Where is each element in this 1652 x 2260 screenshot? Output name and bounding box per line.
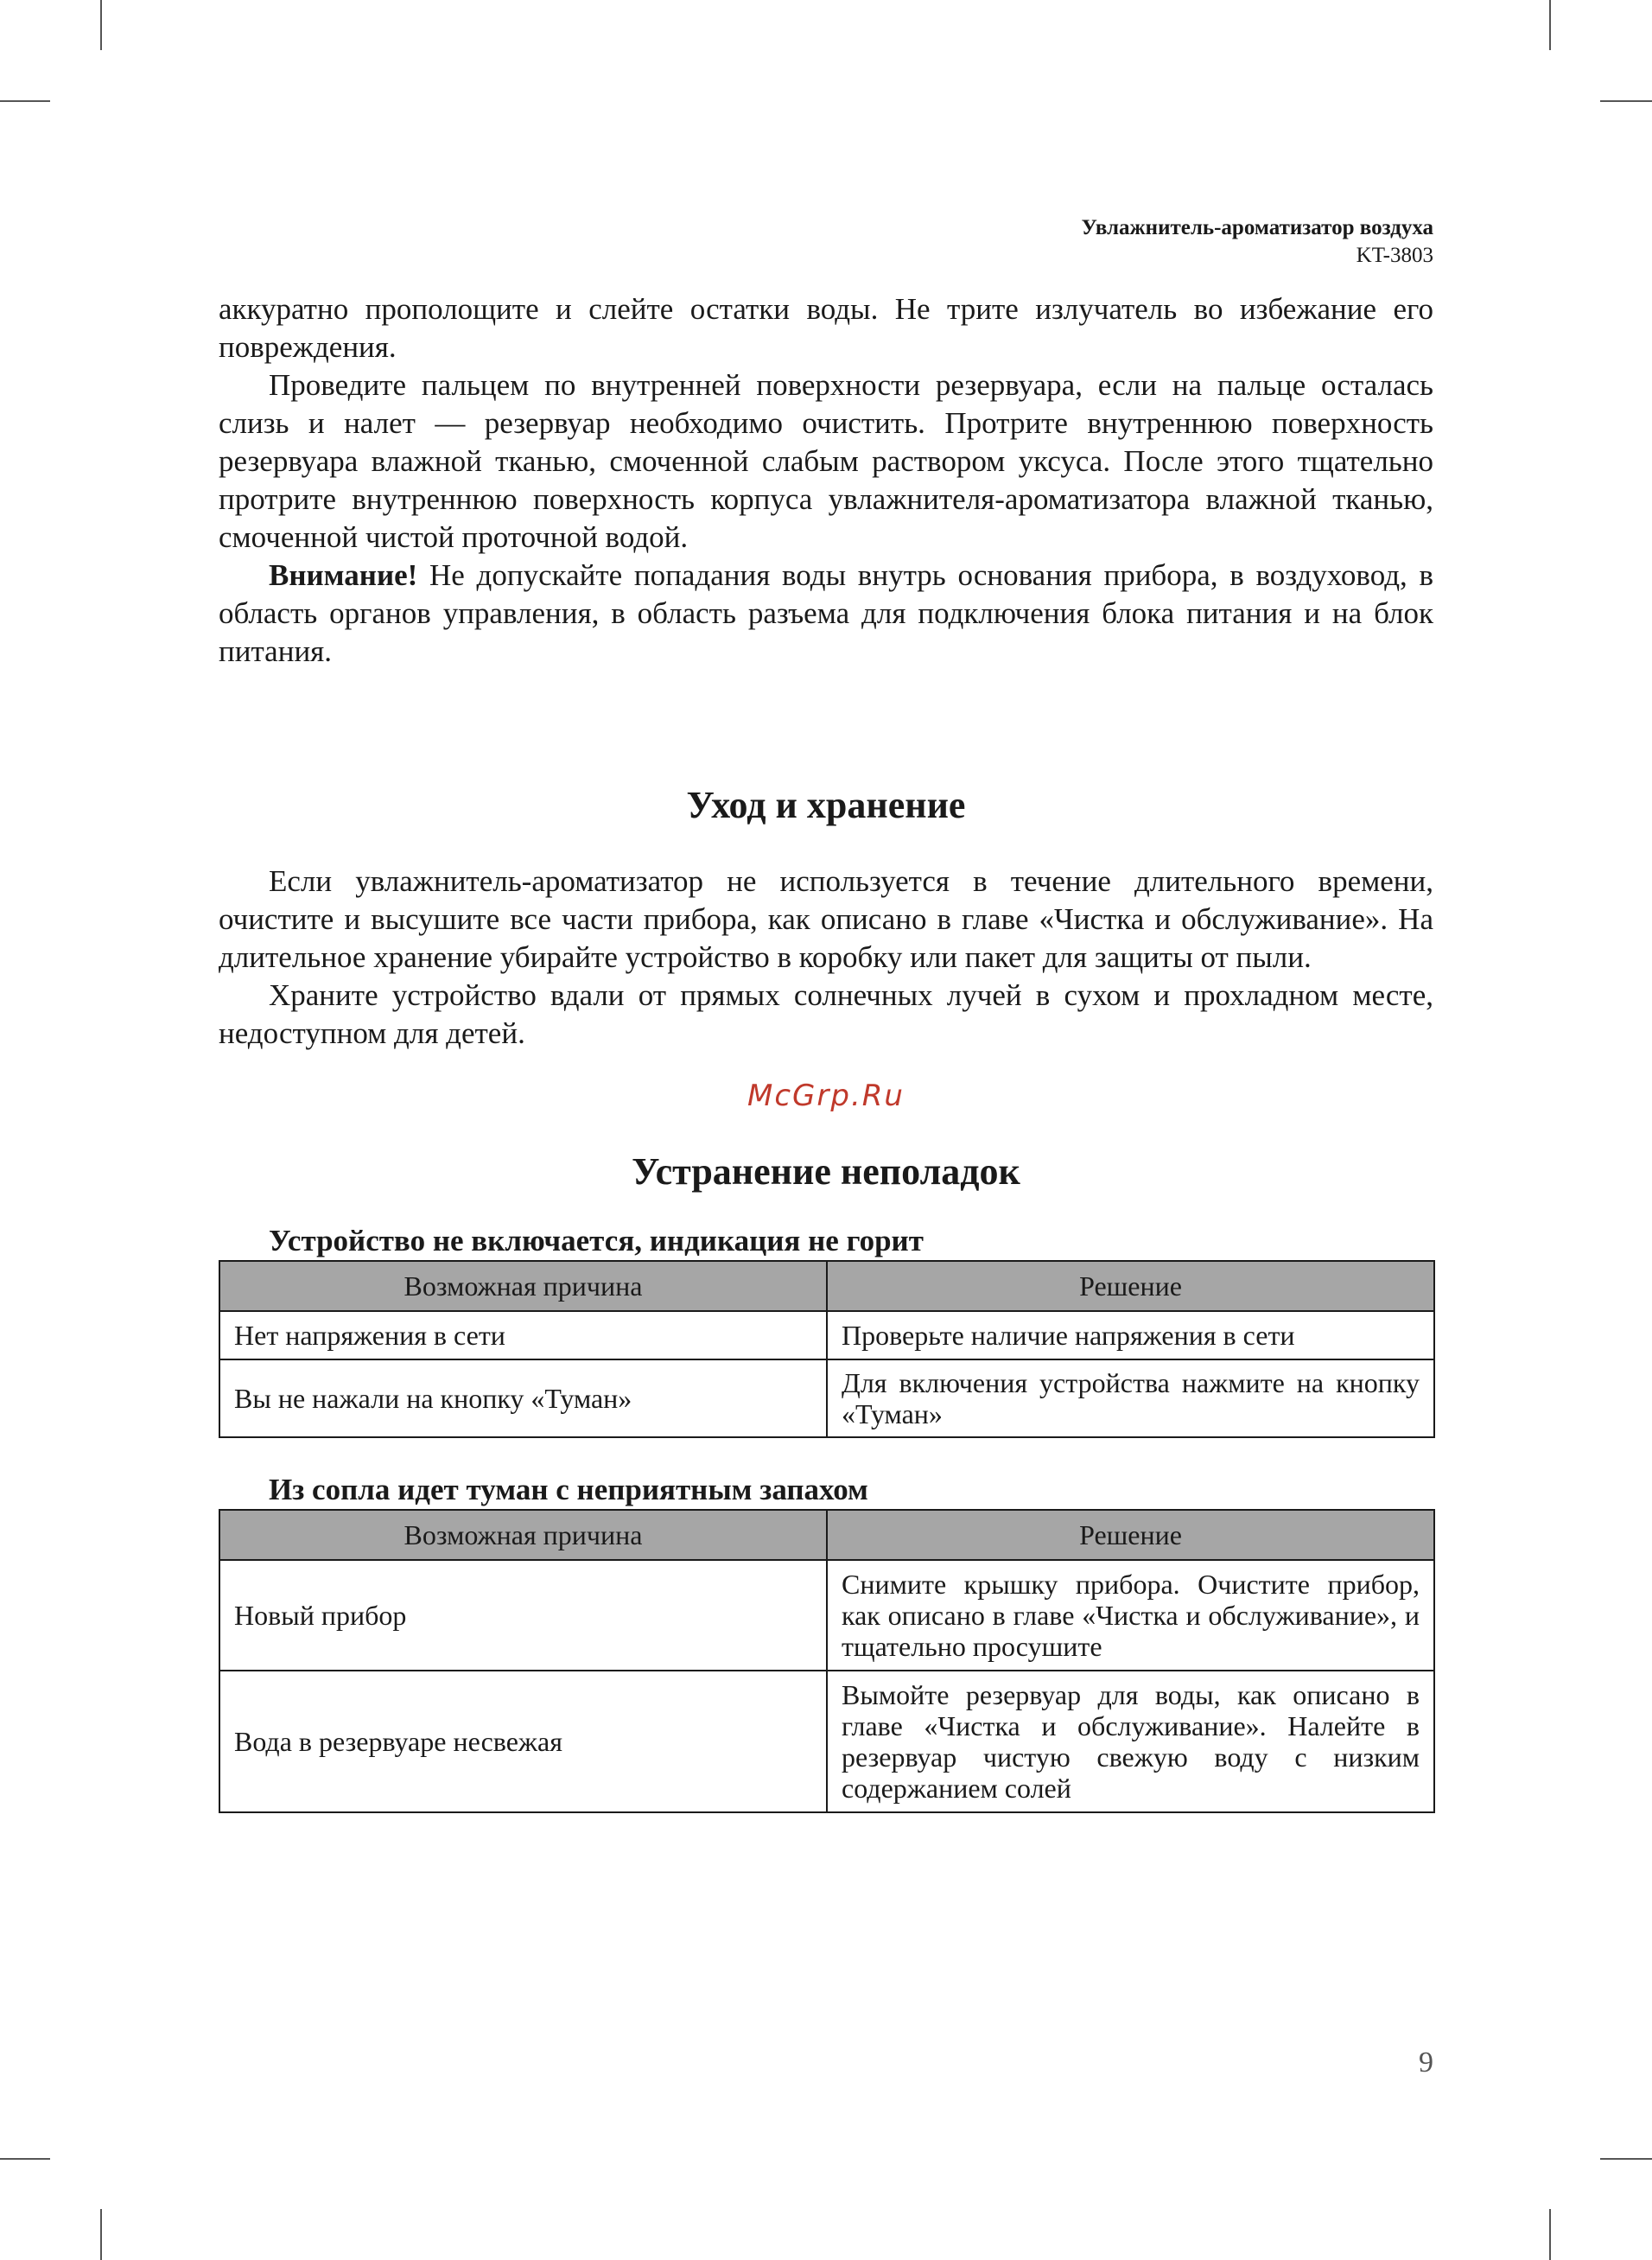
column-header-cause: Возможная причина [219, 1510, 827, 1560]
column-header-solution: Решение [827, 1261, 1434, 1311]
solution-cell: Проверьте наличие напряжения в сети [827, 1311, 1434, 1359]
crop-mark [1549, 0, 1551, 50]
storage-paragraph-1: Если увлажнитель-ароматизатор не используется в течение длительного времени, очистите и высушите все части прибора, как описано в главе «Чистка и обслуживание». На длительное хранение убирайте устройство в коробку или пакет для защиты от пыли. [219, 864, 1433, 974]
cause-cell: Новый прибор [219, 1560, 827, 1671]
troubleshooting-table-1 [219, 1260, 1435, 1438]
storage-section-title: Уход и хранение [686, 784, 966, 826]
warning-label: Внимание! [269, 558, 418, 592]
cause-cell: Нет напряжения в сети [219, 1311, 827, 1359]
cause-cell: Вода в резервуаре несвежая [219, 1671, 827, 1812]
storage-paragraph-2: Храните устройство вдали от прямых солнечных лучей в сухом и прохладном месте, недоступном для детей. [219, 978, 1433, 1050]
table-row [219, 1560, 1434, 1671]
watermark-link[interactable]: McGrp.Ru [747, 1079, 905, 1113]
warning-text: Не допускайте попадания воды внутрь основания прибора, в воздуховод, в область органов управления, в область разъема для подключения блока питания и на блок питания. [219, 558, 1433, 668]
column-header-cause: Возможная причина [219, 1261, 827, 1311]
table-row [219, 1311, 1434, 1359]
troubleshooting-subhead-1: Устройство не включается, индикация не горит [269, 1224, 924, 1257]
crop-mark [0, 100, 50, 102]
troubleshooting-subhead-2: Из сопла идет туман с неприятным запахом [269, 1473, 868, 1506]
cleaning-paragraph-2: Проведите пальцем по внутренней поверхности резервуара, если на пальце осталась слизь и налет — резервуар необходимо очистить. Протрите внутреннюю поверхность резервуара влажной тканью, смоченной слабым раствором уксуса. После этого тщательно протрите внутреннюю поверхность корпуса увлажнителя-ароматизатора влажной тканью, смоченной чистой проточной водой. [219, 368, 1433, 554]
solution-cell: Для включения устройства нажмите на кнопку «Туман» [827, 1359, 1434, 1437]
crop-mark [1600, 100, 1652, 102]
warning-paragraph [219, 557, 1433, 671]
crop-mark [1600, 2158, 1652, 2160]
crop-mark [1549, 2209, 1551, 2260]
solution-cell: Снимите крышку прибора. Очистите прибор, как описано в главе «Чистка и обслуживание», и тщательно просушите [827, 1560, 1434, 1671]
page-number: 9 [1419, 2047, 1433, 2079]
table-header-row [219, 1261, 1434, 1311]
crop-mark [100, 0, 102, 50]
table-row [219, 1359, 1434, 1437]
column-header-solution: Решение [827, 1510, 1434, 1560]
table-header-row [219, 1510, 1434, 1560]
table-row [219, 1671, 1434, 1812]
running-head-model: KT-3803 [1356, 244, 1433, 267]
cause-cell: Вы не нажали на кнопку «Туман» [219, 1359, 827, 1437]
page-content [219, 290, 1433, 1813]
running-head [1082, 214, 1433, 270]
crop-mark [100, 2209, 102, 2260]
troubleshooting-section-title: Устранение неполадок [632, 1150, 1020, 1193]
solution-cell: Вымойте резервуар для воды, как описано в главе «Чистка и обслуживание». Налейте в резервуар чистую свежую воду с низким содержанием солей [827, 1671, 1434, 1812]
cleaning-paragraph-1: аккуратно прополощите и слейте остатки воды. Не трите излучатель во избежание его повреждения. [219, 292, 1433, 364]
crop-mark [0, 2158, 50, 2160]
troubleshooting-table-2 [219, 1509, 1435, 1813]
running-head-title: Увлажнитель-ароматизатор воздуха [1081, 216, 1433, 239]
